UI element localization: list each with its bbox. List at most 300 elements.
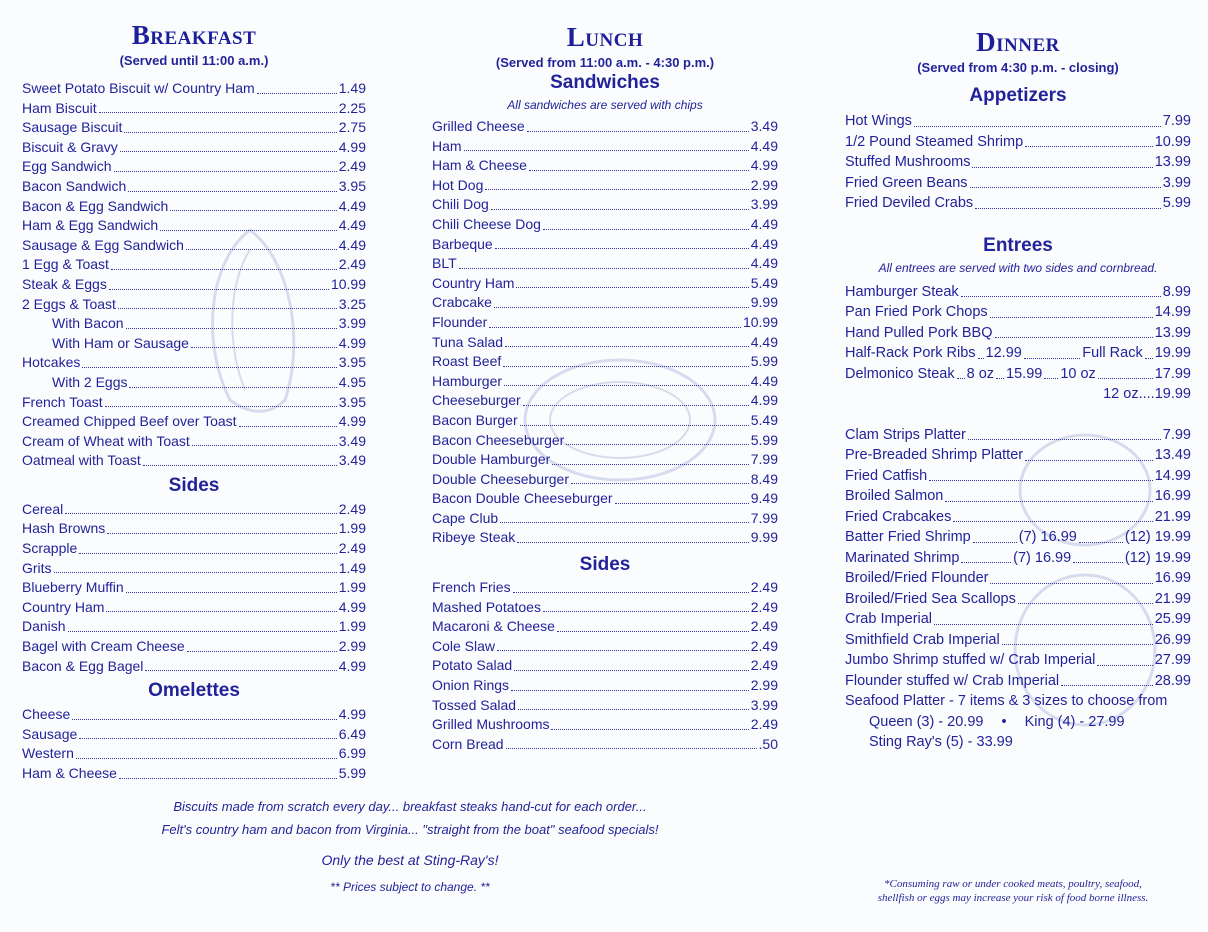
- dot-leader: [495, 248, 749, 249]
- delmonico-name: Delmonico Steak: [845, 365, 955, 382]
- menu-item: [432, 411, 778, 431]
- menu-item-name: Hotcakes: [22, 354, 81, 371]
- dinner-served: (Served from 4:30 p.m. - closing): [917, 60, 1119, 75]
- menu-item-price: 2.75: [338, 119, 366, 136]
- dot-leader: [68, 631, 337, 632]
- menu-item-name: Tossed Salad: [432, 696, 517, 713]
- menu-item-price: 5.99: [750, 431, 778, 448]
- breakfast-served: (Served until 11:00 a.m.): [119, 53, 269, 68]
- menu-item-name: Bacon Double Cheeseburger: [432, 490, 613, 507]
- menu-item: [432, 715, 778, 735]
- dot-leader: [516, 287, 748, 288]
- menu-item-name: Ham & Cheese: [22, 765, 117, 781]
- footer-line-3: Only the best at Sting-Ray's!: [321, 852, 499, 868]
- menu-item-name: Hash Browns: [22, 520, 106, 537]
- menu-item-name: BLT: [432, 255, 457, 272]
- menu-item: [22, 216, 366, 236]
- menu-item-price: 4.49: [750, 215, 778, 232]
- dot-leader: [990, 583, 1152, 584]
- menu-item-name: Tuna Salad: [432, 333, 504, 350]
- entrees-title: Entrees: [983, 234, 1053, 256]
- dot-leader: [459, 268, 749, 269]
- menu-item-name: Bacon Cheeseburger: [432, 431, 565, 448]
- menu-item: [845, 671, 1191, 692]
- menu-item-price: 10.99: [1154, 133, 1191, 150]
- menu-item: [22, 725, 366, 745]
- menu-item: [845, 302, 1191, 323]
- menu-item-price: 3.95: [338, 177, 366, 194]
- menu-item-name: Pan Fried Pork Chops: [845, 304, 988, 320]
- dot-leader: [504, 385, 749, 386]
- lunch-sides-title: Sides: [579, 554, 631, 576]
- dot-leader: [518, 709, 749, 710]
- menu-item-price: 27.99: [1154, 652, 1191, 668]
- menu-item-price: 13.99: [1154, 324, 1191, 341]
- menu-item-price: 2.99: [750, 677, 778, 694]
- platter-king: King (4) - 27.99: [1024, 713, 1125, 730]
- dot-leader: [99, 112, 337, 113]
- menu-item-name: Sausage Biscuit: [22, 119, 123, 136]
- menu-item-name: Hand Pulled Pork BBQ: [845, 324, 993, 341]
- menu-item: [22, 118, 366, 138]
- menu-item-price: 2.49: [750, 716, 778, 733]
- menu-item-price: 4.49: [338, 236, 366, 253]
- menu-item-price: 8.99: [1162, 283, 1191, 300]
- dot-leader: [1018, 603, 1153, 604]
- menu-item-name: Hamburger Steak: [845, 283, 959, 300]
- menu-item-price: 2.99: [750, 176, 778, 193]
- menu-item: [22, 373, 366, 393]
- menu-item-name: Jumbo Shrimp stuffed w/ Crab Imperial: [845, 652, 1096, 668]
- dot-leader: [126, 328, 337, 329]
- menu-item-price: 4.49: [750, 255, 778, 272]
- delmonico-price1: 15.99: [1006, 365, 1043, 382]
- menu-item: [432, 254, 778, 274]
- menu-item-price: 7.99: [1162, 113, 1191, 129]
- menu-item: [432, 195, 778, 215]
- menu-item-name: Egg Sandwich: [22, 158, 112, 175]
- menu-item-price: 10.99: [330, 275, 366, 292]
- menu-item-name: Hot Wings: [845, 113, 912, 129]
- lunch-title: Lunch: [566, 22, 644, 52]
- menu-item-price: 4.49: [750, 333, 778, 350]
- menu-item: [432, 676, 778, 696]
- menu-item-price: 2.49: [750, 657, 778, 674]
- dot-leader: [76, 758, 337, 759]
- menu-item-name: Scrapple: [22, 540, 78, 557]
- dot-leader: [557, 631, 749, 632]
- menu-item-price: 5.99: [750, 353, 778, 370]
- menu-item: [22, 412, 366, 432]
- food-safety-disclaimer: [838, 877, 1188, 905]
- menu-item: [432, 313, 778, 333]
- menu-item: [845, 630, 1191, 651]
- menu-item-name: With 2 Eggs: [52, 373, 128, 390]
- dot-leader: [111, 269, 337, 270]
- menu-item: [845, 507, 1191, 528]
- dot-leader: [953, 521, 1152, 522]
- menu-item: [22, 744, 366, 764]
- menu-item-name: Cream of Wheat with Toast: [22, 432, 190, 449]
- dot-leader: [552, 464, 748, 465]
- menu-item: [432, 470, 778, 490]
- menu-item: [845, 466, 1191, 487]
- menu-item-price: 3.99: [750, 196, 778, 213]
- breakfast-title: Breakfast: [131, 20, 257, 50]
- dot-leader: [497, 650, 749, 651]
- menu-item-price: 5.49: [750, 411, 778, 428]
- menu-item-name: Danish: [22, 618, 66, 635]
- dot-leader: [961, 296, 1161, 297]
- dot-leader: [543, 611, 749, 612]
- menu-item-name: Ham Biscuit: [22, 99, 97, 116]
- menu-item-price: 13.99: [1154, 154, 1191, 170]
- menu-item: [22, 295, 366, 315]
- menu-item-name: Bacon & Egg Sandwich: [22, 197, 169, 214]
- menu-item-price: 4.99: [750, 392, 778, 409]
- menu-item: [432, 578, 778, 598]
- menu-item-name: Bacon & Egg Bagel: [22, 657, 144, 674]
- menu-item: [432, 431, 778, 451]
- marinated-shrimp-q1: (7): [1013, 549, 1031, 566]
- menu-item-name: Ham & Cheese: [432, 157, 527, 174]
- menu-item-name: Broiled Salmon: [845, 488, 944, 504]
- dot-leader: [192, 445, 337, 446]
- dot-leader: [120, 151, 337, 152]
- menu-item-price: 5.99: [1162, 195, 1191, 211]
- dot-leader: [119, 778, 337, 779]
- dot-leader: [54, 572, 337, 573]
- menu-item: [22, 255, 366, 275]
- lunch-column: [432, 0, 778, 754]
- menu-item-price: 2.25: [338, 99, 366, 116]
- menu-item-name: Roast Beef: [432, 353, 502, 370]
- dot-leader: [514, 670, 749, 671]
- menu-item-price: 3.49: [338, 452, 366, 469]
- menu-item-name: Sausage & Egg Sandwich: [22, 236, 184, 253]
- menu-item: [432, 274, 778, 294]
- menu-item-price: 2.49: [750, 579, 778, 596]
- lunch-served: (Served from 11:00 a.m. - 4:30 p.m.): [495, 55, 715, 70]
- menu-item: [22, 451, 366, 471]
- menu-item-price: 1.99: [338, 579, 366, 596]
- dot-leader: [145, 670, 336, 671]
- dot-leader: [970, 187, 1161, 188]
- dot-leader: [566, 444, 748, 445]
- menu-item-price: 7.99: [750, 509, 778, 526]
- ribs-leader: [978, 358, 984, 359]
- dot-leader: [517, 542, 748, 543]
- ribs-leader-2: [1024, 358, 1080, 359]
- menu-item-price: 2.49: [338, 540, 366, 557]
- menu-item: [432, 656, 778, 676]
- menu-item-price: 7.99: [750, 451, 778, 468]
- menu-item-price: 2.49: [750, 598, 778, 615]
- menu-item-price: 2.99: [338, 638, 366, 655]
- ribs-name: Half-Rack Pork Ribs: [845, 345, 976, 361]
- dot-leader: [527, 131, 749, 132]
- ribs-full-price: 19.99: [1154, 345, 1191, 361]
- dot-leader: [160, 230, 337, 231]
- dot-leader: [529, 170, 749, 171]
- menu-item: [432, 617, 778, 637]
- menu-item: [845, 486, 1191, 507]
- menu-item-price: 14.99: [1154, 467, 1191, 484]
- menu-item: [845, 425, 1191, 446]
- menu-item-price: 4.95: [338, 373, 366, 390]
- menu-item: [432, 509, 778, 529]
- menu-item-name: Pre-Breaded Shrimp Platter: [845, 447, 1024, 463]
- menu-item-name: Grilled Mushrooms: [432, 716, 550, 733]
- menu-item-price: 4.49: [338, 217, 366, 234]
- marinated-shrimp-name: Marinated Shrimp: [845, 549, 960, 566]
- menu-item-name: Onion Rings: [432, 677, 510, 694]
- menu-item-name: Oatmeal with Toast: [22, 452, 141, 469]
- dinner-column: [845, 0, 1191, 753]
- menu-item-name: Bagel with Cream Cheese: [22, 638, 185, 655]
- menu-item-name: Cheese: [22, 706, 71, 723]
- menu-item-name: 1 Egg & Toast: [22, 256, 109, 273]
- seafood-items-2: [845, 568, 1191, 691]
- menu-item-price: 16.99: [1154, 570, 1191, 586]
- footer-line-1: Biscuits made from scratch every day... breakfast steaks hand-cut for each order...: [173, 799, 647, 814]
- marinated-shrimp-q2: (12): [1124, 549, 1151, 566]
- dot-leader: [615, 503, 749, 504]
- menu-item-price: 2.49: [750, 637, 778, 654]
- menu-item-price: 5.49: [750, 274, 778, 291]
- dot-leader: [491, 209, 749, 210]
- marinated-shrimp-leader-2: [1073, 562, 1123, 563]
- menu-item: [845, 650, 1191, 671]
- menu-item: [22, 432, 366, 452]
- dot-leader: [543, 229, 749, 230]
- platter-queen: Queen (3) - 20.99: [869, 713, 984, 730]
- dot-leader: [1002, 644, 1153, 645]
- dot-leader: [239, 426, 337, 427]
- menu-item-price: 4.99: [338, 706, 366, 723]
- dot-leader: [109, 289, 329, 290]
- menu-item-price: 4.49: [338, 197, 366, 214]
- menu-item-price: 2.49: [338, 500, 366, 517]
- menu-item: [22, 559, 366, 579]
- menu-item-name: Chili Cheese Dog: [432, 215, 541, 232]
- menu-item: [845, 173, 1191, 194]
- dot-leader: [65, 513, 337, 514]
- menu-item-price: 26.99: [1154, 631, 1191, 648]
- marinated-shrimp-p2: 19.99: [1154, 549, 1191, 566]
- dot-leader: [105, 406, 337, 407]
- menu-item: [432, 735, 778, 755]
- sandwiches-title: Sandwiches: [550, 72, 660, 93]
- menu-item-price: .50: [758, 735, 778, 752]
- menu-item-name: Creamed Chipped Beef over Toast: [22, 413, 237, 430]
- menu-item: [22, 79, 366, 99]
- menu-item: [22, 99, 366, 119]
- menu-item-name: Crab Imperial: [845, 611, 933, 627]
- menu-item-price: 4.99: [338, 138, 366, 155]
- seafood-platter-line: Seafood Platter - 7 items & 3 sizes to choose from: [845, 693, 1168, 709]
- footer-line-4: ** Prices subject to change. **: [330, 880, 490, 894]
- menu-item: [22, 539, 366, 559]
- menu-item: [22, 177, 366, 197]
- menu-item: [845, 445, 1191, 466]
- menu-item-name: Ham: [432, 137, 462, 154]
- delmonico-item: [845, 364, 1191, 385]
- menu-item-name: Clam Strips Platter: [845, 426, 966, 443]
- menu-item: [432, 176, 778, 196]
- dot-leader: [186, 249, 337, 250]
- menu-item: [432, 137, 778, 157]
- menu-item-name: Country Ham: [432, 274, 515, 291]
- menu-item-name: Ribeye Steak: [432, 529, 516, 546]
- menu-item-price: 16.99: [1154, 488, 1191, 504]
- menu-item-name: Smithfield Crab Imperial: [845, 631, 1000, 648]
- menu-item: [845, 282, 1191, 303]
- dot-leader: [1025, 146, 1153, 147]
- platter-queen-king: [845, 712, 1191, 733]
- menu-item: [22, 334, 366, 354]
- menu-item: [22, 138, 366, 158]
- delmonico-price2: 17.99: [1154, 365, 1191, 382]
- delmonico-leader-3: [1044, 378, 1058, 379]
- menu-item-price: 4.49: [750, 137, 778, 154]
- menu-item: [845, 589, 1191, 610]
- dot-leader: [968, 439, 1161, 440]
- menu-item-name: Fried Catfish: [845, 467, 928, 484]
- menu-item: [432, 117, 778, 137]
- menu-item: [22, 764, 366, 784]
- menu-item: [432, 156, 778, 176]
- dot-leader: [106, 611, 336, 612]
- breakfast-items: [22, 79, 366, 471]
- sandwiches-note: All sandwiches are served with chips: [507, 98, 703, 112]
- menu-item: [432, 215, 778, 235]
- dot-leader: [79, 738, 336, 739]
- dot-leader: [513, 592, 749, 593]
- menu-item: [432, 598, 778, 618]
- batter-shrimp-q2: (12): [1124, 529, 1151, 545]
- marinated-shrimp-p1: 16.99: [1034, 549, 1072, 566]
- menu-item-price: 3.25: [338, 295, 366, 312]
- menu-item: [845, 111, 1191, 132]
- menu-item-name: Bacon Burger: [432, 411, 518, 428]
- dot-leader: [494, 307, 749, 308]
- menu-item-price: 3.99: [338, 315, 366, 332]
- menu-item-price: 5.99: [338, 765, 366, 781]
- menu-item-price: 3.99: [750, 696, 778, 713]
- menu-item-price: 3.99: [1162, 174, 1191, 191]
- delmonico-leader-2: [996, 378, 1004, 379]
- delmonico-12oz: [845, 384, 1191, 405]
- menu-item: [22, 393, 366, 413]
- marinated-shrimp-leader: [961, 562, 1011, 563]
- delmonico-size2: 10 oz: [1060, 365, 1096, 382]
- menu-item-name: Western: [22, 745, 74, 762]
- menu-item: [432, 293, 778, 313]
- menu-item-name: Potato Salad: [432, 657, 513, 674]
- dot-leader: [975, 208, 1161, 209]
- menu-item-price: 8.49: [750, 470, 778, 487]
- dot-leader: [72, 719, 336, 720]
- menu-item-name: Stuffed Mushrooms: [845, 154, 971, 170]
- lunch-sides: [432, 578, 778, 754]
- dot-leader: [506, 748, 757, 749]
- menu-item: [22, 578, 366, 598]
- dot-leader: [1061, 685, 1153, 686]
- menu-item-name: Cole Slaw: [432, 637, 496, 654]
- batter-shrimp-leader: [973, 542, 1017, 543]
- menu-item-price: 4.99: [750, 157, 778, 174]
- menu-item-name: Grilled Cheese: [432, 118, 525, 134]
- dinner-title: Dinner: [976, 27, 1060, 57]
- menu-item-price: 9.99: [750, 529, 778, 546]
- menu-item-price: 2.49: [338, 256, 366, 273]
- menu-item: [22, 598, 366, 618]
- dot-leader: [257, 93, 337, 94]
- menu-item: [22, 353, 366, 373]
- menu-item-name: Country Ham: [22, 598, 105, 615]
- disclaimer-line-2: shellfish or eggs may increase your risk of food borne illness.: [877, 892, 1149, 904]
- breakfast-sides: [22, 500, 366, 676]
- menu-item: [22, 617, 366, 637]
- menu-item-name: Hot Dog: [432, 176, 484, 193]
- menu-item: [22, 236, 366, 256]
- menu-item-name: Flounder: [432, 313, 488, 330]
- marinated-shrimp-item: [845, 548, 1191, 569]
- menu-item-name: Flounder stuffed w/ Crab Imperial: [845, 672, 1060, 689]
- menu-item-price: 4.49: [750, 372, 778, 389]
- menu-item-price: 4.99: [338, 413, 366, 430]
- menu-item: [432, 696, 778, 716]
- omelettes-title: Omelettes: [148, 680, 240, 702]
- dot-leader: [107, 533, 336, 534]
- batter-shrimp-q1: (7): [1018, 529, 1037, 545]
- menu-item-name: With Ham or Sausage: [52, 334, 189, 351]
- dot-leader: [990, 317, 1153, 318]
- dot-leader: [520, 425, 749, 426]
- menu-item-name: French Fries: [432, 579, 511, 596]
- menu-item-price: 3.49: [338, 432, 366, 449]
- dot-leader: [505, 346, 749, 347]
- dot-leader: [523, 405, 749, 406]
- dot-leader: [82, 367, 336, 368]
- menu-item-price: 1.99: [338, 618, 366, 635]
- batter-shrimp-p2: 19.99: [1154, 529, 1191, 545]
- ribs-full-label: Full Rack: [1082, 345, 1143, 361]
- appetizer-items: [845, 111, 1191, 214]
- menu-item-price: 3.95: [338, 354, 366, 371]
- delmonico-price3: 19.99: [1154, 386, 1191, 402]
- menu-item: [432, 528, 778, 548]
- batter-shrimp-item: [845, 527, 1191, 548]
- menu-item-name: Broiled/Fried Flounder: [845, 570, 989, 586]
- menu-item-name: Steak & Eggs: [22, 275, 107, 292]
- menu-item: [432, 637, 778, 657]
- menu-item-name: Biscuit & Gravy: [22, 138, 118, 155]
- delmonico-size1: 8 oz: [966, 365, 995, 382]
- menu-item-price: 25.99: [1154, 611, 1191, 627]
- menu-item-name: Mashed Potatoes: [432, 598, 541, 615]
- dot-leader: [124, 132, 336, 133]
- ribs-half-price: 12.99: [985, 345, 1022, 361]
- menu-item-price: 2.49: [750, 618, 778, 635]
- menu-item: [22, 197, 366, 217]
- breakfast-column: [22, 0, 366, 784]
- dot-leader: [464, 150, 749, 151]
- batter-shrimp-name: Batter Fried Shrimp: [845, 529, 971, 545]
- menu-item-price: 14.99: [1154, 304, 1191, 320]
- menu-item: [432, 333, 778, 353]
